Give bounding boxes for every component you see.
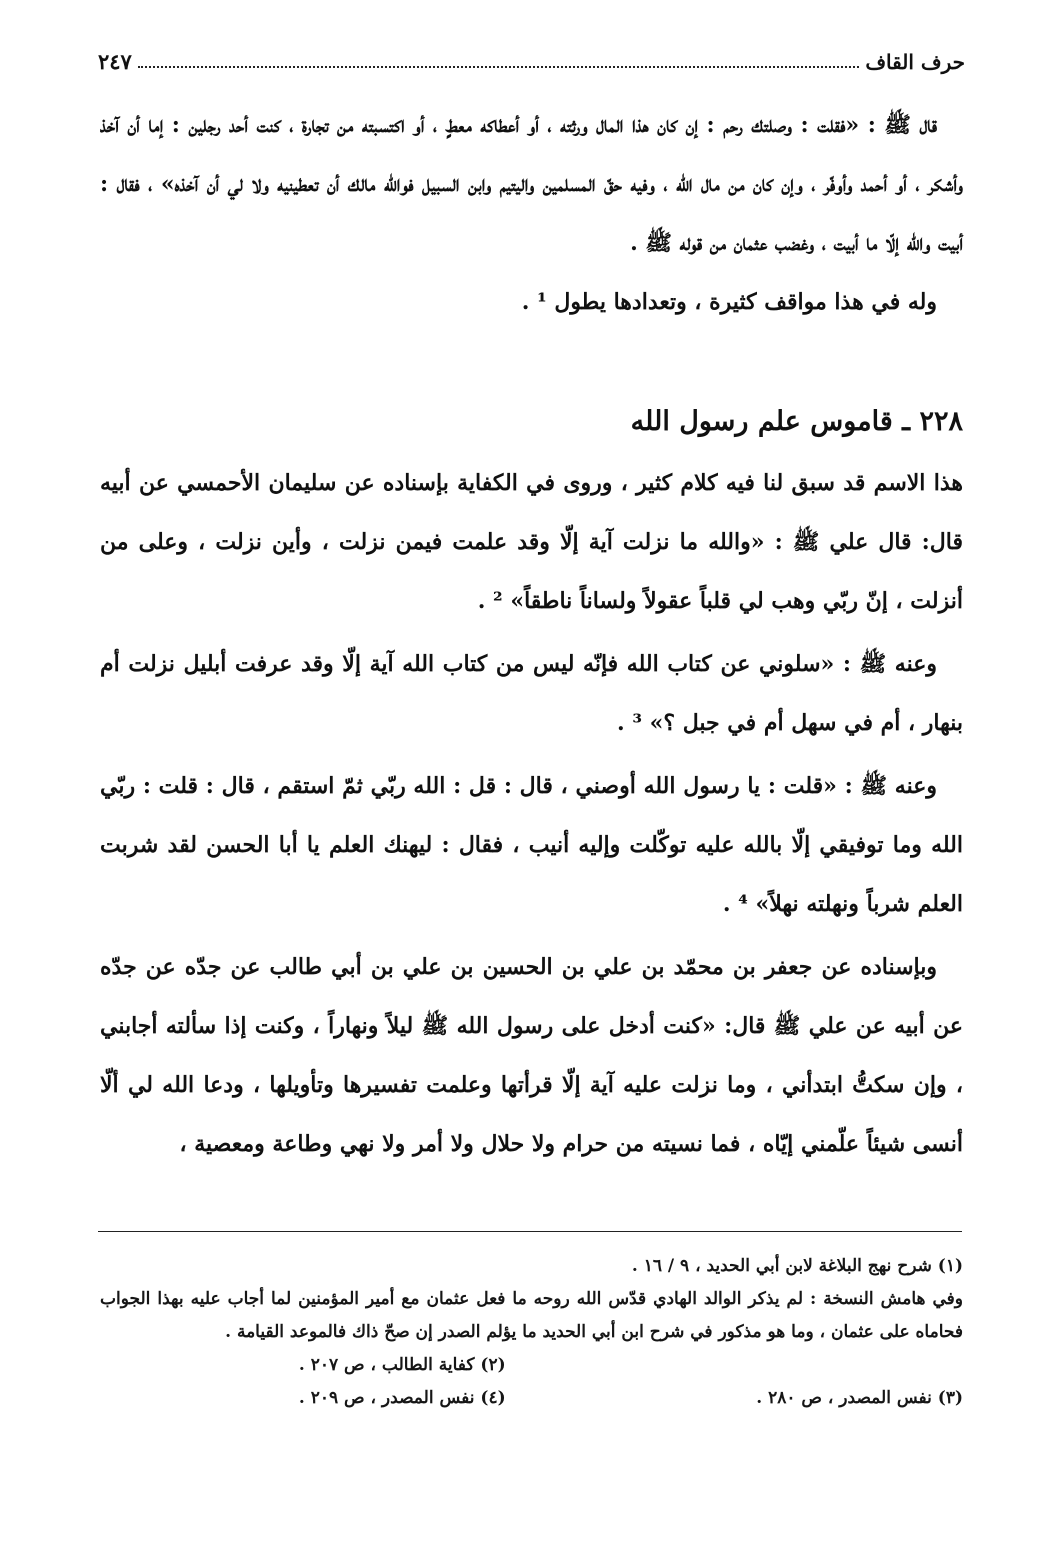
footnote-row-2 bbox=[100, 1349, 963, 1382]
footnote-1: (١) شرح نهج البلاغة لابن أبي الحديد ، ٩ / ١٦ . bbox=[631, 1256, 963, 1276]
footnote-3: (٣) نفس المصدر ، ص ٢٨٠ . bbox=[756, 1388, 963, 1408]
page-number: ٢٤٧ bbox=[98, 49, 132, 74]
header-leader-dots bbox=[138, 66, 859, 68]
footnote-2: (٢) كفاية الطالب ، ص ٢٠٧ . bbox=[298, 1355, 506, 1375]
footnote-4: (٤) نفس المصدر ، ص ٢٠٩ . bbox=[298, 1388, 506, 1408]
footnote-spacer bbox=[506, 1349, 963, 1382]
main-text bbox=[100, 96, 963, 1174]
footnote-row-3 bbox=[100, 1382, 963, 1415]
header-title: حرف القاف bbox=[865, 50, 965, 74]
paragraph-2: وله في هذا مواقف كثيرة ، وتعدادها يطول ¹ . bbox=[521, 289, 937, 315]
running-header bbox=[98, 40, 965, 74]
paragraph-6: وبإسناده عن جعفر بن محمّد بن علي بن الحسين بن علي بن أبي طالب عن جدّه عن جدّه عن أبيه عن علي ﷺ قال: «كنت أدخل على رسول الله ﷺ ليلاً ونهاراً ، وكنت إذا سألته أجابني ، وإن سكتُّ ابتدأني ، وما نزلت عليه آية إلّا قرأتها وعلمت تفسيرها وتأويلها ، ودعا الله لي ألّا أنسى شيئاً علّمني إيّاه ، فما نسيته من حرام ولا حلال ولا أمر ولا نهي وطاعة ومعصية ، bbox=[100, 954, 963, 1157]
footnotes bbox=[100, 1250, 963, 1415]
paragraph-1: قال ﷺ : «فقلت : وصلتك رحم : إن كان هذا المال ورثته ، أو أعطاكه معطٍ ، أو اكتسبته من تجارة ، كنت أحد رجلين : إما أن آخذ وأشكر ، أو أحمد وأوفّر ، وإن كان من مال الله ، وفيه حقّ المسلمين واليتيم وابن السبيل فوالله مالك أن تعطينيه ولا لي أن آخذه» ، فقال : أبيت والله إلّا ما أبيت ، وغضب عثمان من قوله ﷺ . bbox=[100, 112, 963, 256]
paragraph-3: هذا الاسم قد سبق لنا فيه كلام كثير ، وروى في الكفاية بإسناده عن سليمان الأحمسي عن أبيه قال: قال علي ﷺ : «والله ما نزلت آية إلّا وقد علمت فيمن نزلت ، وأين نزلت ، وعلى من أنزلت ، إنّ ربّي وهب لي قلباً عقولاً ولساناً ناطقاً» ² . bbox=[100, 470, 963, 614]
paragraph-4: وعنه ﷺ : «سلوني عن كتاب الله فإنّه ليس من كتاب الله آية إلّا وقد عرفت أبليل نزلت أم بنهار ، أم في سهل أم في جبل ؟» ³ . bbox=[100, 651, 963, 736]
paragraph-5: وعنه ﷺ : «قلت : يا رسول الله أوصني ، قال : قل : الله ربّي ثمّ استقم ، قال : قلت : ربّي الله وما توفيقي إلّا بالله عليه توكّلت وإليه أنيب ، فقال : ليهنك العلم يا أبا الحسن لقد شربت العلم شرباً ونهلته نهلاً» ⁴ . bbox=[100, 773, 963, 917]
footnote-1-note: وفي هامش النسخة : لم يذكر الوالد الهادي قدّس الله روحه ما فعل عثمان مع أمير المؤمنين لما أجاب عليه بهذا الجواب فحاماه على عثمان ، وما هو مذكور في شرح ابن أبي الحديد ما يؤلم الصدر إن صحّ ذاك فالموعد القيامة . bbox=[100, 1289, 963, 1342]
section-heading: ٢٢٨ ـ قاموس علم رسول الله bbox=[630, 406, 963, 437]
footnote-divider bbox=[98, 1231, 962, 1232]
